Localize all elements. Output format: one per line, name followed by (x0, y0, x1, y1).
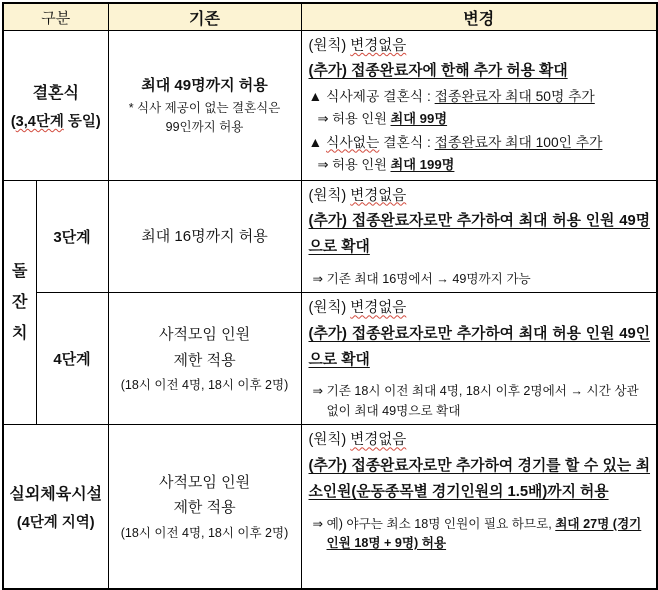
wedding-existing-cell (108, 31, 301, 181)
outdoor-category-title: 실외체육시설 (9, 486, 103, 504)
stage3-change-cell (301, 180, 657, 293)
principle-label: (원칙) (308, 300, 351, 317)
stage4-existing-line1: 사적모임 인원 (158, 326, 251, 344)
subtitle-spellcheck-word: 3,4단계 (15, 113, 64, 130)
wedding-addition-line: (추가) 접종완료자에 한해 추가 허용 확대 (308, 63, 568, 80)
doljanchi-stage3-row (3, 180, 657, 293)
header-row (3, 3, 657, 31)
col-header-change: 변경 (301, 3, 657, 31)
wedding-existing-note2: 99인까지 허용 (165, 120, 244, 135)
bullet-value: 접종완료자 최대 100인 추가 (434, 134, 603, 150)
subtitle-text: ( (10, 113, 16, 130)
outdoor-category-subtitle: (4단계 지역) (16, 515, 95, 532)
stage3-label-cell: 3단계 (36, 180, 108, 293)
outdoor-change-cell (301, 425, 657, 589)
principle-value: 변경없음 (350, 432, 407, 449)
bullet-spellcheck-word: 식사없는 (326, 134, 380, 150)
wedding-existing-main: 최대 49명까지 허용 (141, 77, 268, 95)
col-header-category: 구분 (3, 3, 108, 31)
outdoor-existing-cell (108, 425, 301, 589)
stage4-note-line: ⇒ 기존 18시 이전 최대 4명, 18시 이후 2명에서 → 시간 상관 없이 최대 49명으로 확대 (312, 384, 639, 418)
wedding-existing-note1: * 식사 제공이 없는 결혼식은 (128, 100, 281, 115)
wedding-principle-line (309, 35, 651, 58)
principle-value: 변경없음 (350, 38, 407, 54)
wedding-result1-line (318, 108, 651, 130)
outdoor-addition-line: (추가) 접종완료자로만 추가하여 경기를 할 수 있는 최소인원(운동종목별 경기인원의 1.5배)까지 허용 (308, 457, 651, 501)
bullet-value: 접종완료자 최대 50명 추가 (434, 88, 595, 104)
principle-value: 변경없음 (350, 300, 407, 317)
stage4-label-cell: 4단계 (36, 293, 108, 425)
outdoor-principle-line (309, 429, 651, 452)
wedding-bullet2-line (309, 131, 651, 154)
stage4-existing-line2: 제한 적용 (173, 351, 236, 369)
bullet-label: 결혼식 : (379, 134, 435, 150)
wedding-category-cell (3, 31, 108, 181)
note-value: 최대 27명 (경기 인원 18명 + 9명) 허용 (326, 516, 642, 551)
stage4-change-cell (301, 293, 657, 425)
doljanchi-group-cell (3, 180, 36, 425)
stage3-addition-line: (추가) 접종완료자로만 추가하여 최대 허용 인원 49명으로 확대 (308, 213, 651, 256)
outdoor-note-line (313, 515, 651, 554)
result-value: 최대 99명 (390, 111, 448, 127)
stage3-existing-cell (108, 180, 301, 293)
stage4-existing-note: (18시 이전 4명, 18시 이후 2명) (120, 378, 289, 393)
result-label: ⇒ 허용 인원 (317, 111, 391, 127)
outdoor-existing-note: (18시 이전 4명, 18시 이후 2명) (120, 525, 289, 540)
wedding-result2-line (318, 154, 651, 176)
wedding-bullet1-line (309, 85, 651, 108)
comparison-table (2, 2, 658, 590)
principle-label: (원칙) (308, 187, 351, 204)
bullet-marker: ▲ (308, 134, 327, 150)
stage3-principle-line (309, 185, 651, 208)
principle-label: (원칙) (308, 432, 351, 449)
bullet-label: ▲ 식사제공 결혼식 : (308, 88, 435, 104)
stage4-principle-line (309, 297, 651, 320)
outdoor-category-cell (3, 425, 108, 589)
doljanchi-stage4-row (3, 293, 657, 425)
result-label: ⇒ 허용 인원 (317, 157, 391, 173)
doljanchi-group-label: 돌잔치 (12, 262, 28, 343)
stage3-note-line: ⇒ 기존 최대 16명에서 → 49명까지 가능 (312, 271, 531, 286)
wedding-change-cell (301, 31, 657, 181)
wedding-row (3, 31, 657, 181)
stage4-existing-cell (108, 293, 301, 425)
col-header-existing: 기존 (108, 3, 301, 31)
outdoor-existing-line1: 사적모임 인원 (158, 473, 251, 491)
wedding-category-title: 결혼식 (32, 84, 79, 102)
principle-value: 변경없음 (350, 187, 407, 204)
outdoor-existing-line2: 제한 적용 (173, 499, 236, 517)
principle-label: (원칙) (308, 38, 351, 54)
note-label: ⇒ 예) 야구는 최소 18명 인원이 필요 하므로, (312, 516, 556, 531)
wedding-category-subtitle (4, 110, 108, 131)
stage4-addition-line: (추가) 접종완료자로만 추가하여 최대 허용 인원 49인으로 확대 (308, 325, 651, 369)
result-value: 최대 199명 (390, 157, 455, 173)
subtitle-text: 동일) (63, 113, 101, 130)
outdoor-sports-row (3, 425, 657, 589)
stage3-existing-main: 최대 16명까지 허용 (141, 227, 268, 245)
